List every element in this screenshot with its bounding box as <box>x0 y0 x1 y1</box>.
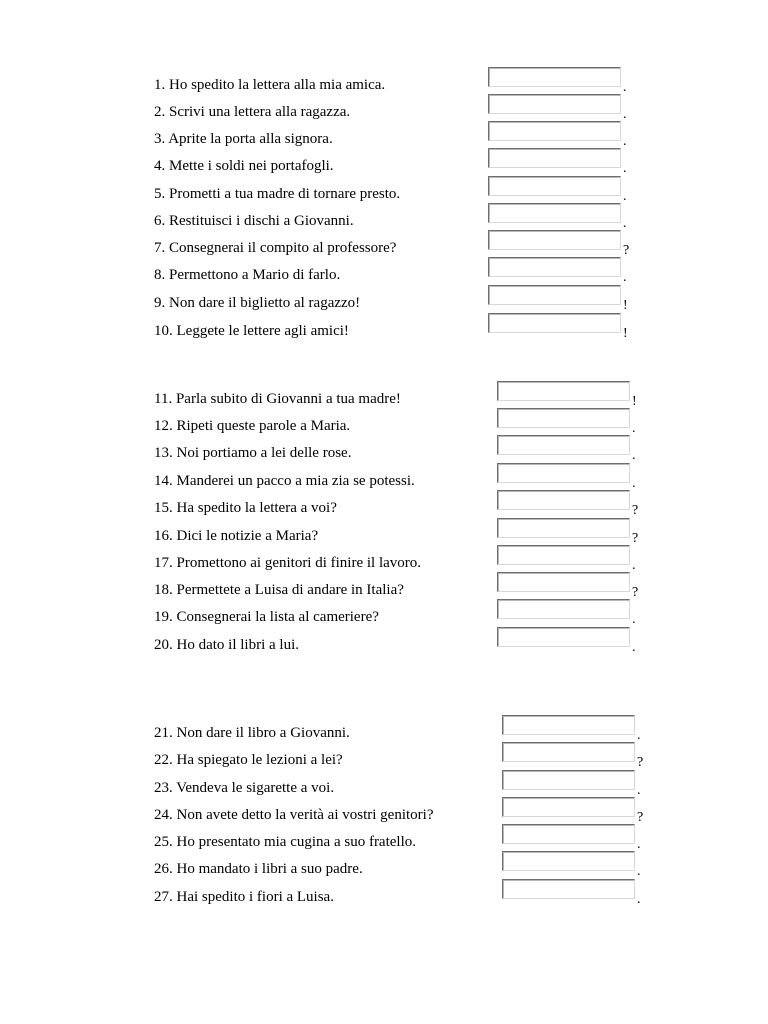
end-punctuation: ? <box>637 810 644 825</box>
end-punctuation: . <box>637 728 641 743</box>
end-punctuation: ! <box>623 326 628 341</box>
exercise-sentence: 1. Ho spedito la lettera alla mia amica. <box>154 77 386 93</box>
answer-input[interactable] <box>488 285 621 305</box>
answer-input[interactable] <box>502 824 635 844</box>
exercise-sentence: 11. Parla subito di Giovanni a tua madre! <box>154 391 401 407</box>
exercise-sentence: 17. Promettono ai genitori di finire il lavoro. <box>154 555 422 571</box>
answer-input[interactable] <box>497 463 630 483</box>
end-punctuation: ? <box>632 585 639 600</box>
exercise-sentence: 9. Non dare il biglietto al ragazzo! <box>154 295 361 311</box>
answer-input[interactable] <box>497 599 630 619</box>
end-punctuation: . <box>637 783 641 798</box>
exercise-sentence: 2. Scrivi una lettera alla ragazza. <box>154 104 351 120</box>
exercise-sentence: 8. Permettono a Mario di farlo. <box>154 267 341 283</box>
end-punctuation: . <box>623 161 627 176</box>
end-punctuation: . <box>623 107 627 122</box>
end-punctuation: . <box>637 892 641 907</box>
end-punctuation: . <box>632 558 636 573</box>
answer-input[interactable] <box>488 148 621 168</box>
exercise-sentence: 10. Leggete le lettere agli amici! <box>154 323 349 339</box>
exercise-sentence: 5. Prometti a tua madre di tornare presto. <box>154 186 401 202</box>
answer-input[interactable] <box>488 94 621 114</box>
answer-input[interactable] <box>497 490 630 510</box>
exercise-sentence: 16. Dici le notizie a Maria? <box>154 528 319 544</box>
answer-input[interactable] <box>497 518 630 538</box>
end-punctuation: ? <box>637 755 644 770</box>
end-punctuation: . <box>623 80 627 95</box>
answer-input[interactable] <box>497 545 630 565</box>
end-punctuation: . <box>637 864 641 879</box>
answer-input[interactable] <box>502 797 635 817</box>
end-punctuation: . <box>632 448 636 463</box>
answer-input[interactable] <box>488 203 621 223</box>
exercise-sentence: 27. Hai spedito i fiori a Luisa. <box>154 889 334 905</box>
exercise-sentence: 25. Ho presentato mia cugina a suo fratello. <box>154 834 417 850</box>
exercise-sentence: 13. Noi portiamo a lei delle rose. <box>154 445 352 461</box>
exercise-sentence: 18. Permettete a Luisa di andare in Italia? <box>154 582 404 598</box>
answer-input[interactable] <box>488 176 621 196</box>
answer-input[interactable] <box>497 572 630 592</box>
exercise-sentence: 19. Consegnerai la lista al cameriere? <box>154 609 379 625</box>
answer-input[interactable] <box>502 715 635 735</box>
exercise-sentence: 14. Manderei un pacco a mia zia se potessi. <box>154 473 415 489</box>
end-punctuation: . <box>623 216 627 231</box>
end-punctuation: ? <box>623 243 630 258</box>
exercise-sentence: 6. Restituisci i dischi a Giovanni. <box>154 213 354 229</box>
answer-input[interactable] <box>488 230 621 250</box>
exercise-sentence: 20. Ho dato il libri a lui. <box>154 637 299 653</box>
answer-input[interactable] <box>488 257 621 277</box>
exercise-sentence: 15. Ha spedito la lettera a voi? <box>154 500 337 516</box>
end-punctuation: ? <box>632 531 639 546</box>
end-punctuation: . <box>632 640 636 655</box>
end-punctuation: . <box>623 189 627 204</box>
exercise-sentence: 24. Non avete detto la verità ai vostri genitori? <box>154 807 434 823</box>
answer-input[interactable] <box>488 67 621 87</box>
end-punctuation: . <box>632 612 636 627</box>
exercise-sentence: 22. Ha spiegato le lezioni a lei? <box>154 752 343 768</box>
exercise-sentence: 26. Ho mandato i libri a suo padre. <box>154 861 363 877</box>
answer-input[interactable] <box>497 627 630 647</box>
exercise-sentence: 4. Mette i soldi nei portafogli. <box>154 158 334 174</box>
answer-input[interactable] <box>497 435 630 455</box>
end-punctuation: ! <box>632 394 637 409</box>
end-punctuation: . <box>637 837 641 852</box>
end-punctuation: ? <box>632 503 639 518</box>
answer-input[interactable] <box>502 770 635 790</box>
end-punctuation: . <box>623 134 627 149</box>
end-punctuation: . <box>623 270 627 285</box>
answer-input[interactable] <box>497 381 630 401</box>
end-punctuation: . <box>632 476 636 491</box>
exercise-sentence: 12. Ripeti queste parole a Maria. <box>154 418 351 434</box>
answer-input[interactable] <box>502 851 635 871</box>
answer-input[interactable] <box>497 408 630 428</box>
end-punctuation: . <box>632 421 636 436</box>
exercise-sentence: 7. Consegnerai il compito al professore? <box>154 240 397 256</box>
exercise-sentence: 3. Aprite la porta alla signora. <box>154 131 333 147</box>
exercise-sentence: 21. Non dare il libro a Giovanni. <box>154 725 350 741</box>
answer-input[interactable] <box>488 121 621 141</box>
exercise-sentence: 23. Vendeva le sigarette a voi. <box>154 780 335 796</box>
end-punctuation: ! <box>623 298 628 313</box>
answer-input[interactable] <box>488 313 621 333</box>
answer-input[interactable] <box>502 742 635 762</box>
answer-input[interactable] <box>502 879 635 899</box>
